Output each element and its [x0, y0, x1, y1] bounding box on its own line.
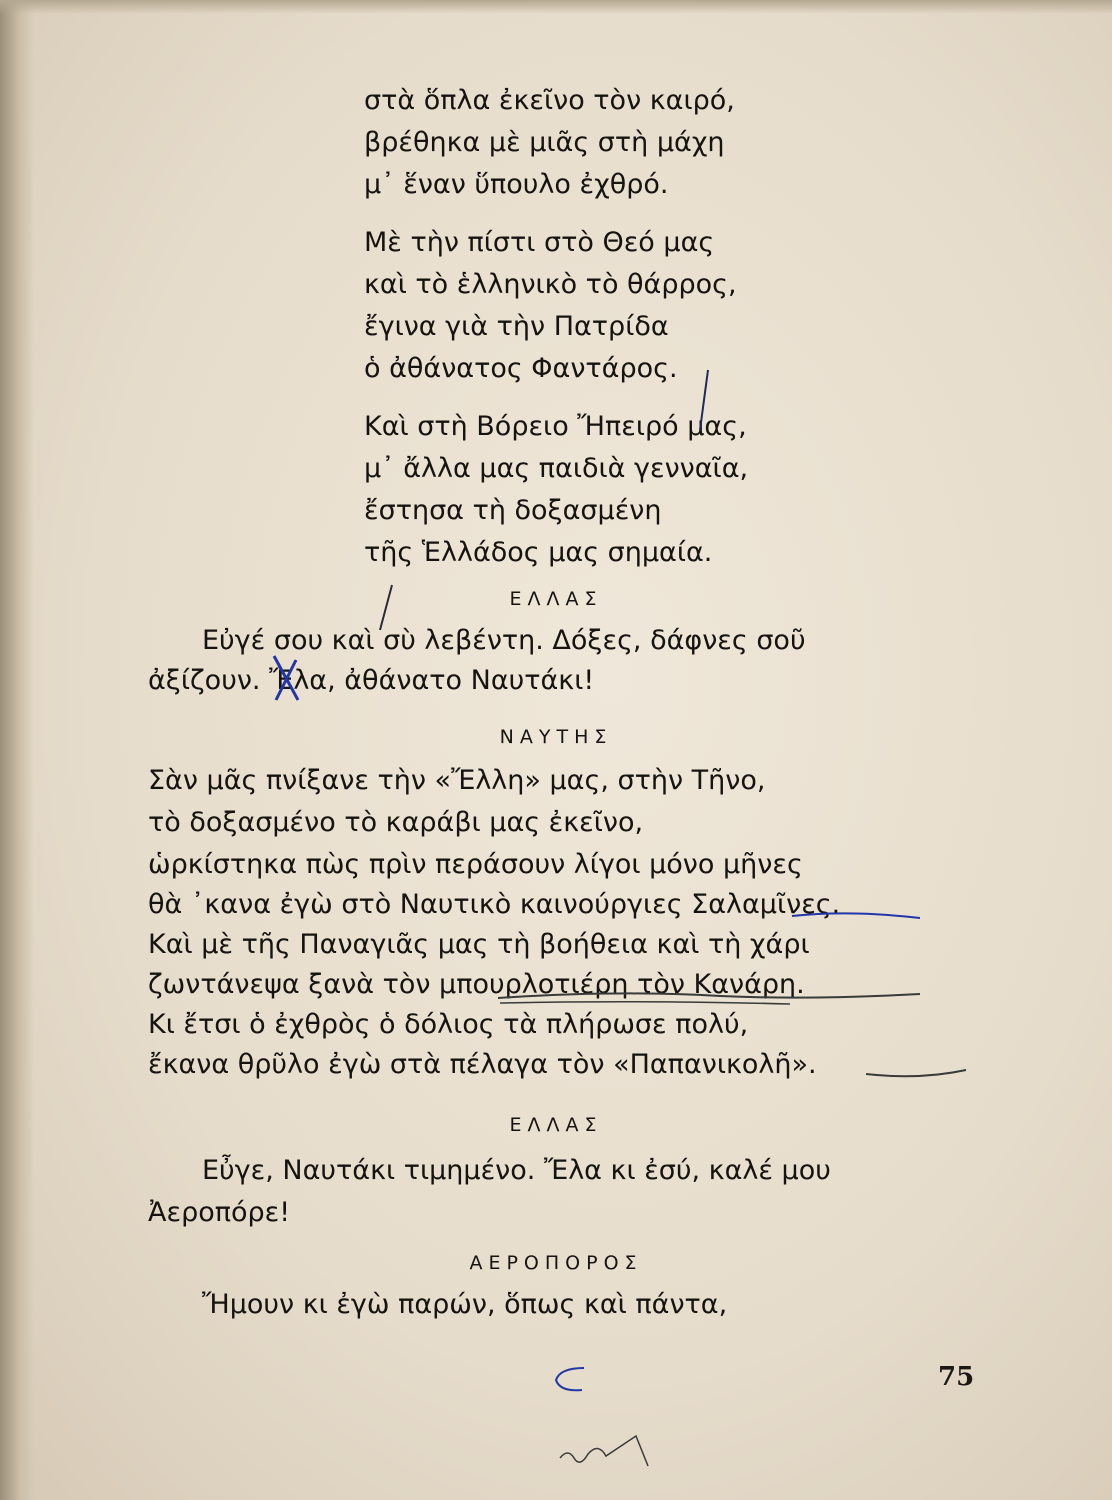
prose-line: ζωντάνεψα ξανὰ τὸν μπουρλοτιέρη τὸν Κανάρη. — [148, 969, 805, 1000]
prose-line: Εὐγέ σου καὶ σὺ λεβέντη. Δόξες, δάφνες σοῦ — [202, 625, 806, 656]
verse-line: μ᾿ ἕναν ὕπουλο ἐχθρό. — [364, 169, 669, 200]
speaker-heading: ΑΕΡΟΠΟΡΟΣ — [469, 1252, 643, 1274]
pen-underline — [792, 913, 920, 918]
prose-line: Κι ἔτσι ὁ ἐχθρὸς ὁ δόλιος τὰ πλήρωσε πολύ, — [148, 1009, 749, 1040]
prose-line: τὸ δοξασμένο τὸ καράβι μας ἐκεῖνο, — [148, 807, 644, 838]
verse-line: καὶ τὸ ἑλληνικὸ τὸ θάρρος, — [364, 269, 737, 300]
pen-scribble — [560, 1436, 648, 1466]
verse-line: βρέθηκα μὲ μιᾶς στὴ μάχη — [364, 127, 725, 158]
prose-line: Σὰν μᾶς πνίξανε τὴν «Ἔλλη» μας, στὴν Τῆνο, — [148, 765, 766, 796]
verse-line: Μὲ τὴν πίστι στὸ Θεό μας — [364, 227, 715, 258]
speaker-heading: ΕΛΛΑΣ — [509, 588, 603, 610]
pen-underline — [500, 1002, 790, 1004]
speaker-heading: ΕΛΛΑΣ — [509, 1114, 603, 1136]
prose-line: ὡρκίστηκα πὼς πρὶν περάσουν λίγοι μόνο μῆνες — [148, 849, 803, 880]
speaker-heading: ΝΑΥΤΗΣ — [499, 726, 613, 748]
prose-line: θὰ ᾽κανα ἐγὼ στὸ Ναυτικὸ καινούργιες Σαλαμῖνες. — [148, 889, 841, 920]
prose-line: Καὶ μὲ τῆς Παναγιᾶς μας τὴ βοήθεια καὶ τὴ χάρι — [148, 929, 810, 960]
pen-stroke — [380, 585, 392, 630]
prose-line: ἀξίζουν. Ἔλα, ἀθάνατο Ναυτάκι! — [148, 665, 595, 696]
page-number: 75 — [938, 1362, 975, 1392]
verse-line: ἔστησα τὴ δοξασμένη — [364, 495, 662, 526]
prose-line: ἔκανα θρῦλο ἐγὼ στὰ πέλαγα τὸν «Παπανικολῆ». — [148, 1049, 817, 1080]
pen-cross-mark — [274, 656, 298, 700]
verse-line: ὁ ἀθάνατος Φαντάρος. — [364, 353, 678, 384]
verse-line: ἔγινα γιὰ τὴν Πατρίδα — [364, 311, 669, 342]
pen-stroke — [700, 370, 708, 430]
pen-underline — [866, 1070, 966, 1076]
pen-curl — [556, 1368, 584, 1390]
verse-line: Καὶ στὴ Βόρειο Ἤπειρό μας, — [364, 411, 747, 442]
verse-line: τῆς Ἑλλάδος μας σημαία. — [364, 537, 713, 568]
verse-line: μ᾿ ἄλλα μας παιδιὰ γενναῖα, — [364, 453, 749, 484]
prose-line: Ἀεροπόρε! — [148, 1197, 291, 1228]
prose-line: Ἤμουν κι ἐγὼ παρών, ὅπως καὶ πάντα, — [202, 1289, 728, 1320]
prose-line: Εὖγε, Ναυτάκι τιμημένο. Ἔλα κι ἐσύ, καλέ μου — [202, 1155, 831, 1186]
verse-line: στὰ ὅπλα ἐκεῖνο τὸν καιρό, — [364, 85, 735, 116]
pen-underline — [498, 993, 920, 998]
